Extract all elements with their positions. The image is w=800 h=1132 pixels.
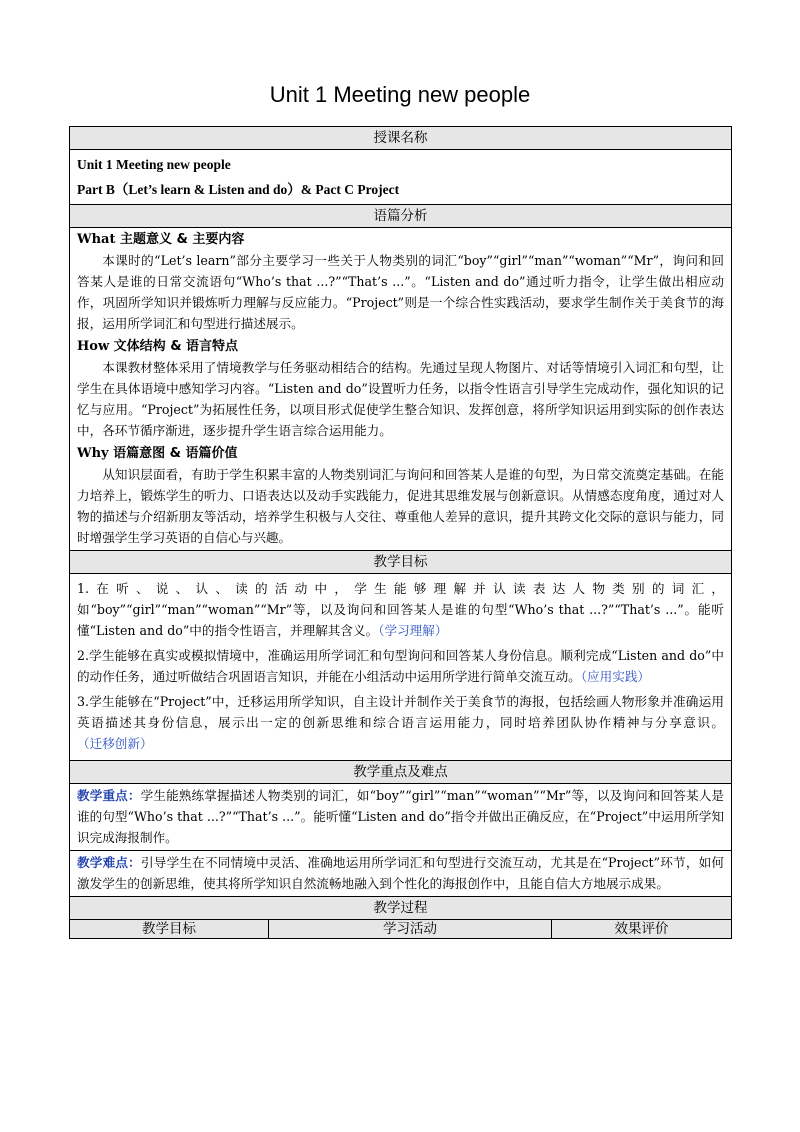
objectives-header-row bbox=[70, 551, 732, 574]
process-columns-row bbox=[70, 920, 732, 939]
how-heading-cn: 文体结构 & 语言特点 bbox=[113, 339, 239, 354]
difficult-point-cell bbox=[70, 851, 732, 897]
why-heading-en: Why bbox=[77, 446, 114, 461]
course-part-line: Part B（Let’s learn & Listen and do）& Pact C Project bbox=[77, 182, 400, 197]
difficult-point-paragraph bbox=[77, 852, 724, 894]
objective-text: 1.在听、说、认、读的活动中，学生能够理解并认读表达人物类别的词汇，如“boy”“girl”“man”“woman”“Mr”等，以及询问和回答某人是谁的句型“Who’s that ...?”“That’s ...”。能听懂“Listen and do”中的指令性语言，并理解其含义。 bbox=[77, 581, 725, 638]
key-difficult-header-row bbox=[70, 761, 732, 784]
objective-text: 2.学生能够在真实或模拟情境中，准确运用所学词汇和句型询问和回答某人身份信息。顺利完成“Listen and do”中的动作任务，通过听做结合巩固语言知识，并能在小组活动中运用所学进行简单交流互动。 bbox=[77, 648, 725, 684]
objective-item bbox=[77, 578, 724, 641]
how-heading bbox=[77, 336, 724, 357]
why-heading-cn: 语篇意图 & 语篇价值 bbox=[113, 446, 238, 461]
process-column-activities: 学习活动 bbox=[269, 920, 552, 939]
objectives-cell bbox=[70, 574, 732, 761]
process-header-row bbox=[70, 897, 732, 920]
course-name-cell bbox=[70, 150, 732, 205]
what-text: 本课时的“Let’s learn”部分主要学习一些关于人物类别的词汇“boy”“girl”“man”“woman”“Mr”，询问和回答某人是谁的日常交流语句“Who’s that ...?”“That’s ...”。“Listen and do”通过听力指令，让学生做出相应动作，巩固所学知识并锻炼听力理解与反应能力。“Project”则是一个综合性实践活动，要求学生制作关于美食节的海报，运用所学词汇和句型进行描述展示。 bbox=[77, 253, 725, 331]
how-text: 本课教材整体采用了情境教学与任务驱动相结合的结构。先通过呈现人物图片、对话等情境引入词汇和句型，让学生在具体语境中感知学习内容。“Listen and do”设置听力任务，以指令性语言引导学生完成动作，强化知识的记忆与应用。“Project”为拓展性任务，以项目形式促使学生整合知识、发挥创意，将所学知识运用到实际的创作表达中，各环节循序渐进，逐步提升学生语言综合运用能力。 bbox=[77, 360, 725, 438]
key-point-label: 教学重点： bbox=[77, 788, 141, 803]
text-analysis-row bbox=[70, 228, 732, 551]
section-header-course-name: 授课名称 bbox=[70, 127, 732, 150]
how-heading-en: How bbox=[77, 339, 114, 354]
objective-item bbox=[77, 691, 724, 754]
difficult-point-row bbox=[70, 851, 732, 897]
process-column-objectives: 教学目标 bbox=[70, 920, 269, 939]
process-column-evaluation: 效果评价 bbox=[552, 920, 732, 939]
objective-text: 3.学生能够在“Project”中，迁移运用所学知识，自主设计并制作关于美食节的海报，包括绘画人物形象并准确运用英语描述其身份信息，展示出一定的创新思维和综合语言运用能力，同时培养团队协作精神与分享意识。 bbox=[77, 694, 725, 730]
key-point-cell bbox=[70, 784, 732, 851]
section-header-process: 教学过程 bbox=[70, 897, 732, 920]
difficult-point-text: 引导学生在不同情境中灵活、准确地运用所学词汇和句型进行交流互动，尤其是在“Project”环节，如何激发学生的创新思维，使其将所学知识自然流畅地融入到个性化的海报创作中，且能自信大方地展示成果。 bbox=[77, 855, 725, 891]
lesson-plan-table bbox=[69, 126, 732, 939]
section-header-text-analysis: 语篇分析 bbox=[70, 205, 732, 228]
course-name-row bbox=[70, 150, 732, 205]
text-analysis-header-row bbox=[70, 205, 732, 228]
key-point-text: 学生能熟练掌握描述人物类别的词汇，如“boy”“girl”“man”“woman”“Mr”等，以及询问和回答某人是谁的句型“Who’s that ...?”“That’s ...”。能听懂“Listen and do”指令并做出正确反应，在“Project”中运用所学知识完成海报制作。 bbox=[77, 788, 725, 845]
difficult-point-label: 教学难点： bbox=[77, 855, 141, 870]
key-point-row bbox=[70, 784, 732, 851]
what-heading-en: What bbox=[77, 232, 121, 247]
what-heading bbox=[77, 229, 724, 250]
objective-tag: （迁移创新） bbox=[77, 736, 153, 751]
why-text: 从知识层面看，有助于学生积累丰富的人物类别词汇与询问和回答某人是谁的句型，为日常交流奠定基础。在能力培养上，锻炼学生的听力、口语表达以及动手实践能力，促进其思维发展与创新意识。从情感态度角度，通过对人物的描述与介绍新朋友等活动，培养学生积极与人交往、尊重他人差异的意识，提升其跨文化交际的意识与能力，同时增强学生学习英语的自信心与兴趣。 bbox=[77, 467, 725, 545]
objectives-row bbox=[70, 574, 732, 761]
section-header-objectives: 教学目标 bbox=[70, 551, 732, 574]
objective-item bbox=[77, 645, 724, 687]
objective-tag: （学习理解） bbox=[378, 623, 448, 638]
key-point-paragraph bbox=[77, 785, 724, 848]
course-name-header-row bbox=[70, 127, 732, 150]
document-title: Unit 1 Meeting new people bbox=[269, 82, 531, 107]
section-header-key-difficult: 教学重点及难点 bbox=[70, 761, 732, 784]
why-heading bbox=[77, 443, 724, 464]
objective-tag: （应用实践） bbox=[580, 669, 651, 684]
what-heading-cn: 主题意义 & 主要内容 bbox=[120, 232, 245, 247]
course-unit-line: Unit 1 Meeting new people bbox=[77, 157, 231, 172]
text-analysis-cell bbox=[70, 228, 732, 551]
